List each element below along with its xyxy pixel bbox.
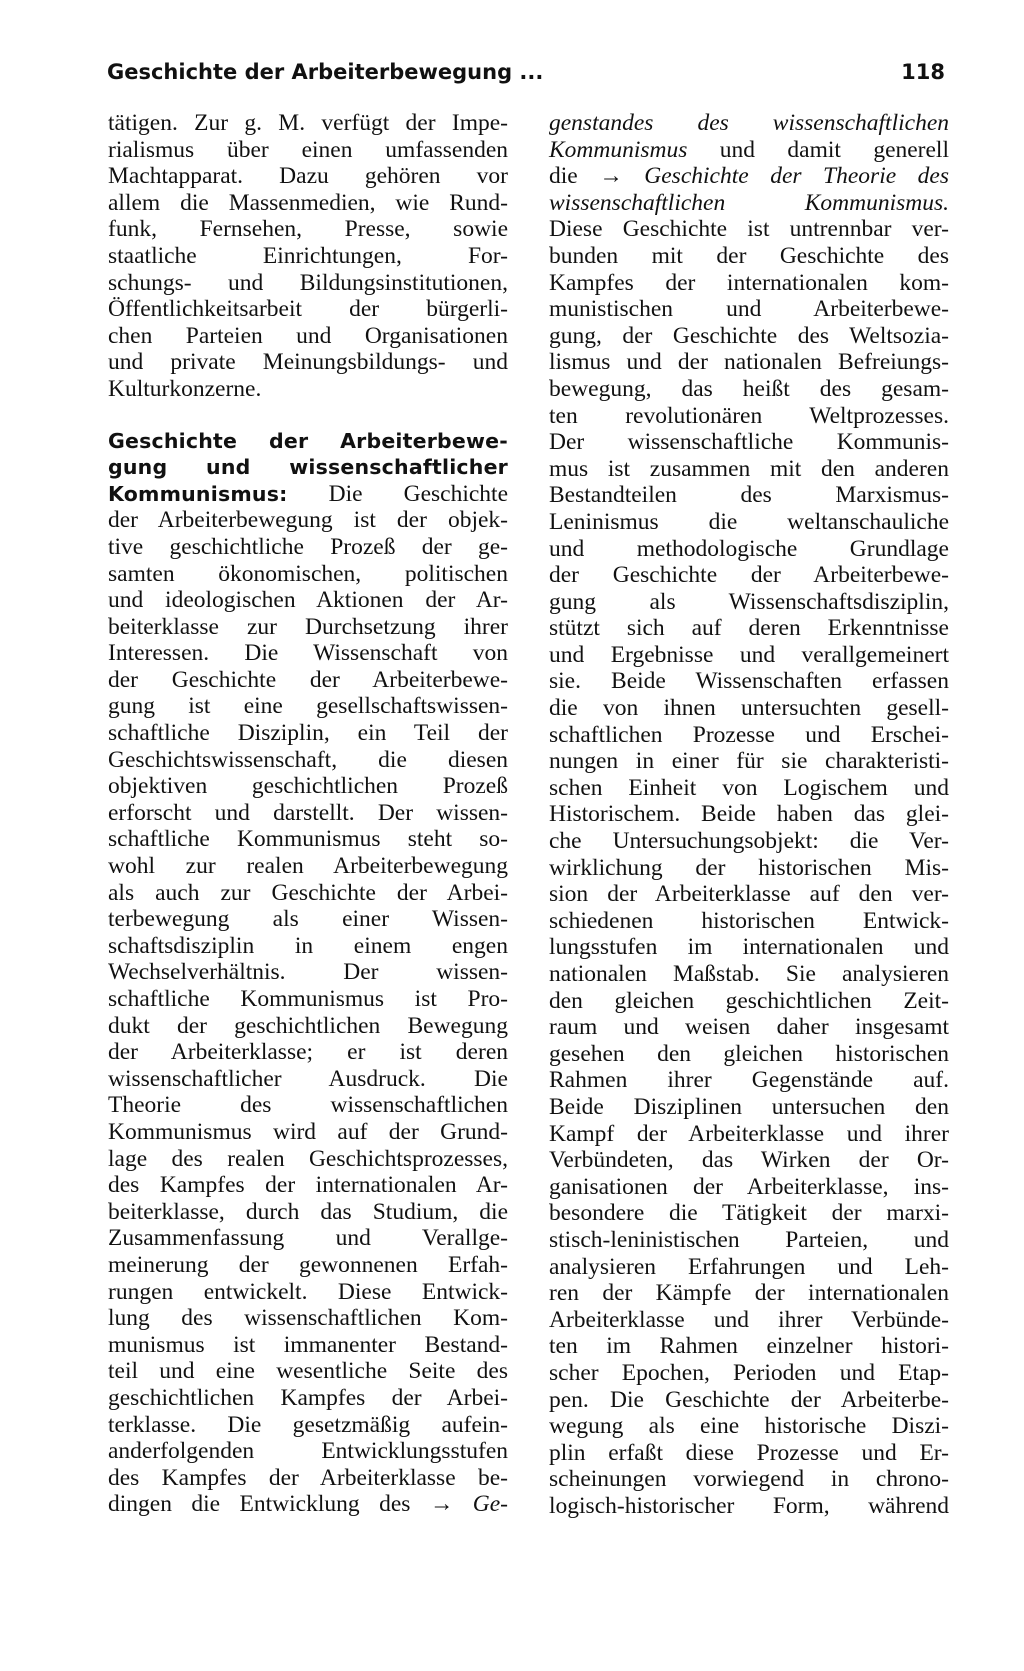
- text-line: schaftliche Kommunismus ist Pro-: [108, 986, 508, 1012]
- text-line: funk, Fernsehen, Presse, sowie: [108, 216, 508, 243]
- text-line: und methodologische Grundlage: [549, 535, 949, 562]
- text-line: Wechselverhältnis. Der wissen-: [108, 959, 508, 986]
- entry-first-line-text: Die Geschichte: [287, 480, 508, 507]
- text-line: mus ist zusammen mit den anderen: [549, 455, 949, 482]
- text-line: wirklichung der historischen Mis-: [549, 854, 949, 881]
- text-line: schaftliche Kommunismus steht so-: [108, 826, 508, 853]
- cross-reference-arrow-icon: →: [599, 163, 623, 190]
- text-line: analysieren Erfahrungen und Leh-: [549, 1253, 949, 1280]
- text-line: tive geschichtliche Prozeß der ge-: [108, 533, 508, 560]
- text-line: gung ist eine gesellschaftswissen-: [108, 693, 508, 720]
- text-line: Kommunismus wird auf der Grund-: [108, 1118, 508, 1145]
- text-line: allem die Massenmedien, wie Rund-: [108, 189, 508, 216]
- text-line: logisch-historischer Form, während: [549, 1492, 949, 1519]
- text-line: und private Meinungsbildungs- und: [108, 349, 508, 376]
- text-line: der Geschichte der Arbeiterbewe-: [549, 562, 949, 589]
- text-line: schaftliche Disziplin, ein Teil der: [108, 720, 508, 747]
- entry-heading-line: Geschichte der Arbeiterbewe-: [108, 428, 508, 453]
- intro-paragraph: [108, 110, 508, 403]
- text-line: den gleichen geschichtlichen Zeit-: [549, 987, 949, 1014]
- text-line: stisch-leninistischen Parteien, und: [549, 1226, 949, 1253]
- text-line: rungen entwickelt. Diese Entwick-: [108, 1278, 508, 1305]
- text-line: als auch zur Geschichte der Arbei-: [108, 879, 508, 906]
- text-line: nationalen Maßstab. Sie analysieren: [549, 961, 949, 987]
- text-line: munismus ist immanenter Bestand-: [108, 1331, 508, 1358]
- text-line: sie. Beide Wissenschaften erfassen: [549, 668, 949, 695]
- text-line: lage des realen Geschichtsprozesses,: [108, 1145, 508, 1172]
- text-line: terklasse. Die gesetzmäßig aufein-: [108, 1411, 508, 1438]
- text-line: der Geschichte der Arbeiterbewe-: [108, 666, 508, 693]
- text-line: wegung als eine historische Diszi-: [549, 1413, 949, 1440]
- entry-first-line: [108, 481, 508, 508]
- text-line: Geschichtswissenschaft, die diesen: [108, 746, 508, 773]
- cross-reference-end: Kommunismus: [549, 136, 688, 163]
- text-line: Zusammenfassung und Verallge-: [108, 1225, 508, 1252]
- right-column: [549, 110, 949, 1519]
- text-line: meinerung der gewonnenen Erfah-: [108, 1251, 508, 1278]
- text-line: terbewegung als einer Wissen-: [108, 906, 508, 933]
- text-line: Rahmen ihrer Gegenstände auf.: [549, 1067, 949, 1094]
- text-line: samten ökonomischen, politischen: [108, 560, 508, 587]
- text-line: ren der Kämpfe der internationalen: [549, 1280, 949, 1307]
- entry-geschichte-arbeiterbewegung: [108, 428, 508, 1518]
- text-line: lismus und der nationalen Befreiungs-: [549, 349, 949, 376]
- text-line: schaftlichen Prozesse und Erschei-: [549, 721, 949, 748]
- text-line: Historischem. Beide haben das glei-: [549, 801, 949, 828]
- right-column-body: [549, 216, 949, 1519]
- text-line: schaftsdisziplin in einem engen: [108, 932, 508, 959]
- text-line: Kampf der Arbeiterklasse und ihrer: [549, 1120, 949, 1147]
- text-line: staatliche Einrichtungen, For-: [108, 242, 508, 269]
- text-line: Bestandteilen des Marxismus-: [549, 482, 949, 509]
- text-line: besondere die Tätigkeit der marxi-: [549, 1200, 949, 1227]
- last-line-text: dingen die Entwicklung des: [108, 1491, 430, 1518]
- text-line: ten revolutionären Weltprozesses.: [549, 402, 949, 429]
- text-line: der Arbeiterklasse; er ist deren: [108, 1039, 508, 1066]
- text-line: gesehen den gleichen historischen: [549, 1040, 949, 1067]
- text-line: gung als Wissenschaftsdisziplin,: [549, 588, 949, 615]
- text-line: Interessen. Die Wissenschaft von: [108, 640, 508, 667]
- text-line: Arbeiterklasse und ihrer Verbünde-: [549, 1306, 949, 1333]
- text-line: Leninismus die weltanschauliche: [549, 508, 949, 535]
- text-line: ten im Rahmen einzelner histori-: [549, 1333, 949, 1360]
- entry-heading-line: gung und wissenschaftlicher: [108, 455, 508, 480]
- text-line: und ideologischen Aktionen der Ar-: [108, 587, 508, 614]
- text-line: bunden mit der Geschichte des: [549, 242, 949, 269]
- text-line: plin erfaßt diese Prozesse und Er-: [549, 1439, 949, 1466]
- text-line: schiedenen historischen Entwick-: [549, 907, 949, 934]
- text-line: sion der Arbeiterklasse auf den ver-: [549, 881, 949, 908]
- cross-reference-line: [549, 163, 949, 190]
- left-column: [108, 110, 508, 1518]
- text-line: pen. Die Geschichte der Arbeiterbe-: [549, 1386, 949, 1413]
- cross-reference-title-end: wissenschaftlichen Kommunismus.: [549, 189, 949, 216]
- text-line: Diese Geschichte ist untrennbar ver-: [549, 216, 949, 243]
- text-line: des Kampfes der internationalen Ar-: [108, 1172, 508, 1199]
- text-line: schungs- und Bildungsinstitutionen,: [108, 269, 508, 296]
- text-line: gung, der Geschichte des Weltsozia-: [549, 322, 949, 349]
- cross-reference-continued: genstandes des wissenschaftlichen: [549, 110, 949, 136]
- text-line: rialismus über einen umfassenden: [108, 136, 508, 163]
- text-line: Machtapparat. Dazu gehören vor: [108, 163, 508, 190]
- text-line: wissenschaftlicher Ausdruck. Die: [108, 1065, 508, 1092]
- entry-heading-line: Kommunismus:: [108, 481, 288, 506]
- text-line: die von ihnen untersuchten gesell-: [549, 695, 949, 722]
- entry-body: [108, 507, 508, 1491]
- text-line: Beide Disziplinen untersuchen den: [549, 1093, 949, 1120]
- text-line: beiterklasse zur Durchsetzung ihrer: [108, 613, 508, 640]
- running-title: Geschichte der Arbeiterbewegung ...: [107, 60, 544, 84]
- text-line: scher Epochen, Perioden und Etap-: [549, 1359, 949, 1386]
- entry-last-line: [108, 1491, 508, 1518]
- text-line: dukt der geschichtlichen Bewegung: [108, 1012, 508, 1039]
- cross-reference-start: Ge-: [453, 1491, 508, 1518]
- page-number: 118: [901, 60, 945, 84]
- text-line: munistischen und Arbeiterbewe-: [549, 296, 949, 323]
- cross-reference-arrow-icon: →: [429, 1491, 454, 1518]
- text-line: Kulturkonzerne.: [108, 375, 262, 402]
- cross-reference-line: [549, 137, 949, 164]
- text-line: lung des wissenschaftlichen Kom-: [108, 1305, 508, 1332]
- text-line: und Ergebnisse und verallgemeinert: [549, 641, 949, 668]
- text-line: objektiven geschichtlichen Prozeß: [108, 773, 508, 800]
- text-line: bewegung, das heißt des gesam-: [549, 375, 949, 402]
- running-head: [107, 60, 945, 92]
- text-line: der Arbeiterbewegung ist der objek-: [108, 507, 508, 534]
- text-line: nungen in einer für sie charakteristi-: [549, 748, 949, 775]
- text-line: che Untersuchungsobjekt: die Ver-: [549, 828, 949, 855]
- line-text: und damit generell: [687, 136, 949, 163]
- text-line: Verbündeten, das Wirken der Or-: [549, 1147, 949, 1174]
- text-line: ganisationen der Arbeiterklasse, ins-: [549, 1173, 949, 1200]
- text-line: Öffentlichkeitsarbeit der bürgerli-: [108, 296, 508, 323]
- text-line: Theorie des wissenschaftlichen: [108, 1092, 508, 1119]
- text-line: erforscht und darstellt. Der wissen-: [108, 799, 508, 826]
- text-line: chen Parteien und Organisationen: [108, 322, 508, 349]
- text-line: tätigen. Zur g. M. verfügt der Impe-: [108, 110, 508, 136]
- text-line: geschichtlichen Kampfes der Arbei-: [108, 1384, 508, 1411]
- text-line: stützt sich auf deren Erkenntnisse: [549, 615, 949, 642]
- text-line: anderfolgenden Entwicklungsstufen: [108, 1438, 508, 1465]
- text-line: beiterklasse, durch das Studium, die: [108, 1198, 508, 1225]
- text-line: Kampfes der internationalen kom-: [549, 269, 949, 296]
- text-line: raum und weisen daher insgesamt: [549, 1014, 949, 1041]
- text-line: schen Einheit von Logischem und: [549, 774, 949, 801]
- cross-reference-title: Geschichte der Theorie des: [622, 163, 950, 190]
- text-line: des Kampfes der Arbeiterklasse be-: [108, 1464, 508, 1491]
- line-text: die: [549, 163, 600, 190]
- text-line: wohl zur realen Arbeiterbewegung: [108, 853, 508, 880]
- text-line: teil und eine wesentliche Seite des: [108, 1358, 508, 1385]
- text-line: scheinungen vorwiegend in chrono-: [549, 1466, 949, 1493]
- text-line: lungsstufen im internationalen und: [549, 934, 949, 961]
- text-line: Der wissenschaftliche Kommunis-: [549, 429, 949, 456]
